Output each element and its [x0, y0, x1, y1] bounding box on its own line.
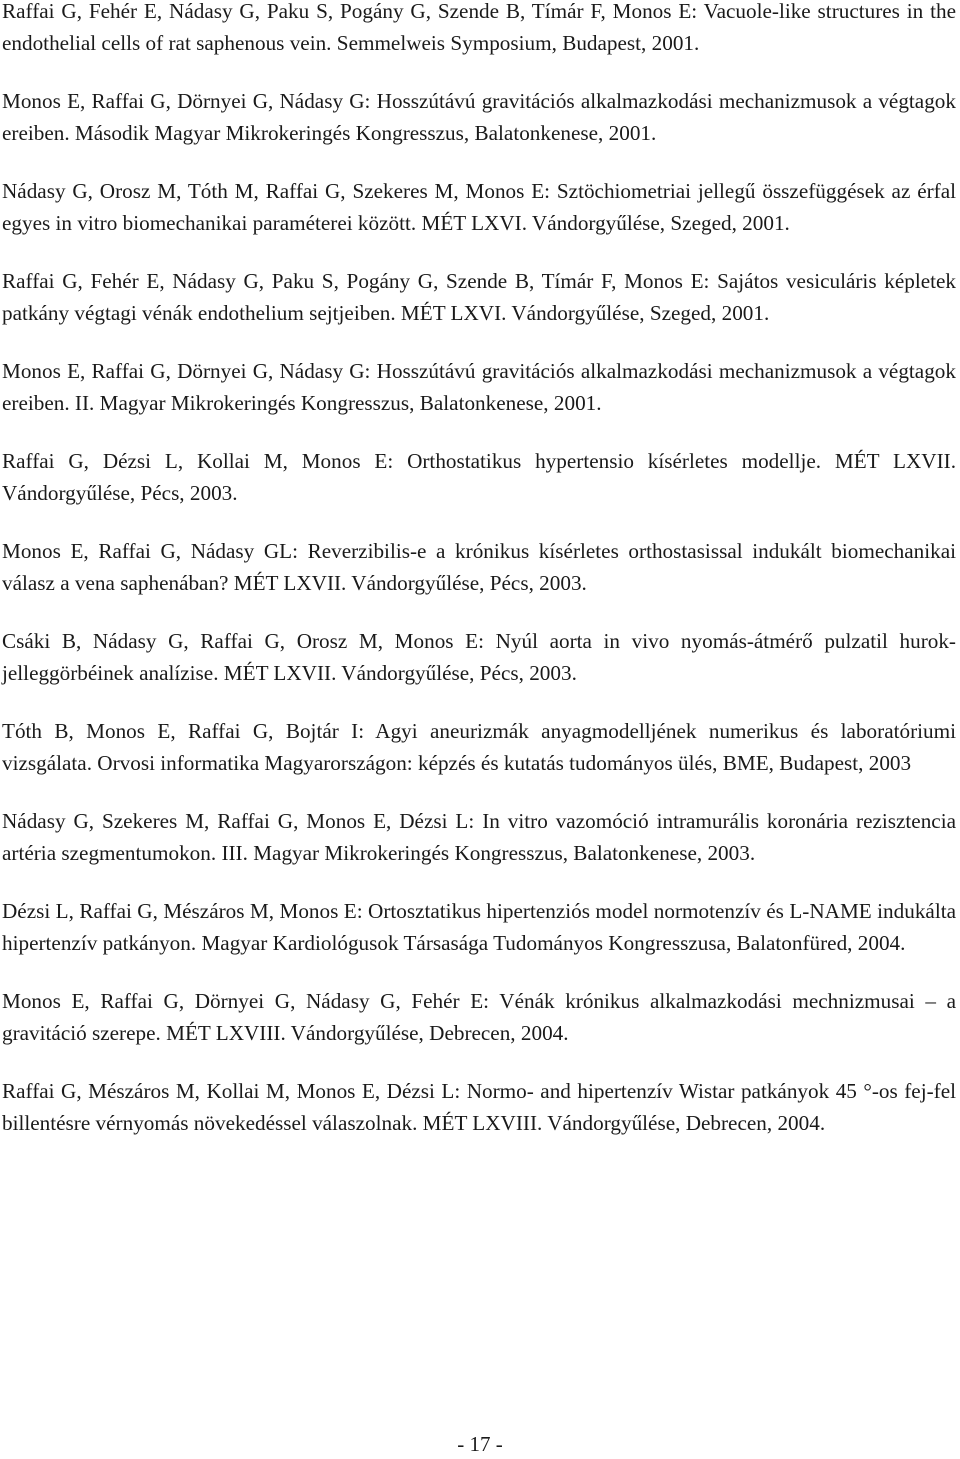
page-number: - 17 - — [457, 1432, 503, 1456]
reference-entry: Nádasy G, Szekeres M, Raffai G, Monos E, Dézsi L: In vitro vazomóció intramurális koronária rezisztencia artéria szegmentumokon. III. Magyar Mikrokeringés Kongresszus, Balatonkenese, 2003. — [2, 809, 956, 865]
reference-entry: Monos E, Raffai G, Dörnyei G, Nádasy G, Fehér E: Vénák krónikus alkalmazkodási mechnizmusai – a gravitáció szerepe. MÉT LXVIII. Vándorgyűlése, Debrecen, 2004. — [2, 989, 956, 1045]
reference-entry: Nádasy G, Orosz M, Tóth M, Raffai G, Szekeres M, Monos E: Sztöchiometriai jellegű összefüggések az érfal egyes in vitro biomechanikai paraméterei között. MÉT LXVI. Vándorgyűlése, Szeged, 2001. — [2, 179, 956, 235]
reference-entry: Raffai G, Fehér E, Nádasy G, Paku S, Pogány G, Szende B, Tímár F, Monos E: Vacuole-like structures in the endothelial cells of rat saphenous vein. Semmelweis Symposium, Budapest, 2001. — [2, 0, 956, 55]
reference-list — [2, 0, 956, 1166]
reference-entry: Raffai G, Mészáros M, Kollai M, Monos E, Dézsi L: Normo- and hipertenzív Wistar patkányok 45 °-os fej-fel billentésre vérnyomás növekedéssel válaszolnak. MÉT LXVIII. Vándorgyűlése, Debrecen, 2004. — [2, 1079, 956, 1135]
reference-entry: Tóth B, Monos E, Raffai G, Bojtár I: Agyi aneurizmák anyagmodelljének numerikus és laboratóriumi vizsgálata. Orvosi informatika Magyarországon: képzés és kutatás tudományos ülés, BME, Budapest, 2003 — [2, 719, 956, 775]
reference-entry: Csáki B, Nádasy G, Raffai G, Orosz M, Monos E: Nyúl aorta in vivo nyomás-átmérő pulzatil hurok-jelleggörbéinek analízise. MÉT LXVII. Vándorgyűlése, Pécs, 2003. — [2, 629, 956, 685]
reference-entry: Monos E, Raffai G, Dörnyei G, Nádasy G: Hosszútávú gravitációs alkalmazkodási mechanizmusok a végtagok ereiben. II. Magyar Mikrokeringés Kongresszus, Balatonkenese, 2001. — [2, 359, 956, 415]
reference-entry: Monos E, Raffai G, Nádasy GL: Reverzibilis-e a krónikus kísérletes orthostasissal indukált biomechanikai válasz a vena saphenában? MÉT LXVII. Vándorgyűlése, Pécs, 2003. — [2, 539, 956, 595]
reference-entry: Dézsi L, Raffai G, Mészáros M, Monos E: Ortosztatikus hipertenziós model normotenzív és L-NAME indukálta hipertenzív patkányon. Magyar Kardiológusok Társasága Tudományos Kongresszusa, Balatonfüred, 2004. — [2, 899, 956, 955]
reference-entry: Monos E, Raffai G, Dörnyei G, Nádasy G: Hosszútávú gravitációs alkalmazkodási mechanizmusok a végtagok ereiben. Második Magyar Mikrokeringés Kongresszus, Balatonkenese, 2001. — [2, 89, 956, 145]
reference-entry: Raffai G, Dézsi L, Kollai M, Monos E: Orthostatikus hypertensio kísérletes modellje. MÉT LXVII. Vándorgyűlése, Pécs, 2003. — [2, 449, 956, 505]
reference-entry: Raffai G, Fehér E, Nádasy G, Paku S, Pogány G, Szende B, Tímár F, Monos E: Sajátos vesiculáris képletek patkány végtagi vénák endothelium sejtjeiben. MÉT LXVI. Vándorgyűlése, Szeged, 2001. — [2, 269, 956, 325]
